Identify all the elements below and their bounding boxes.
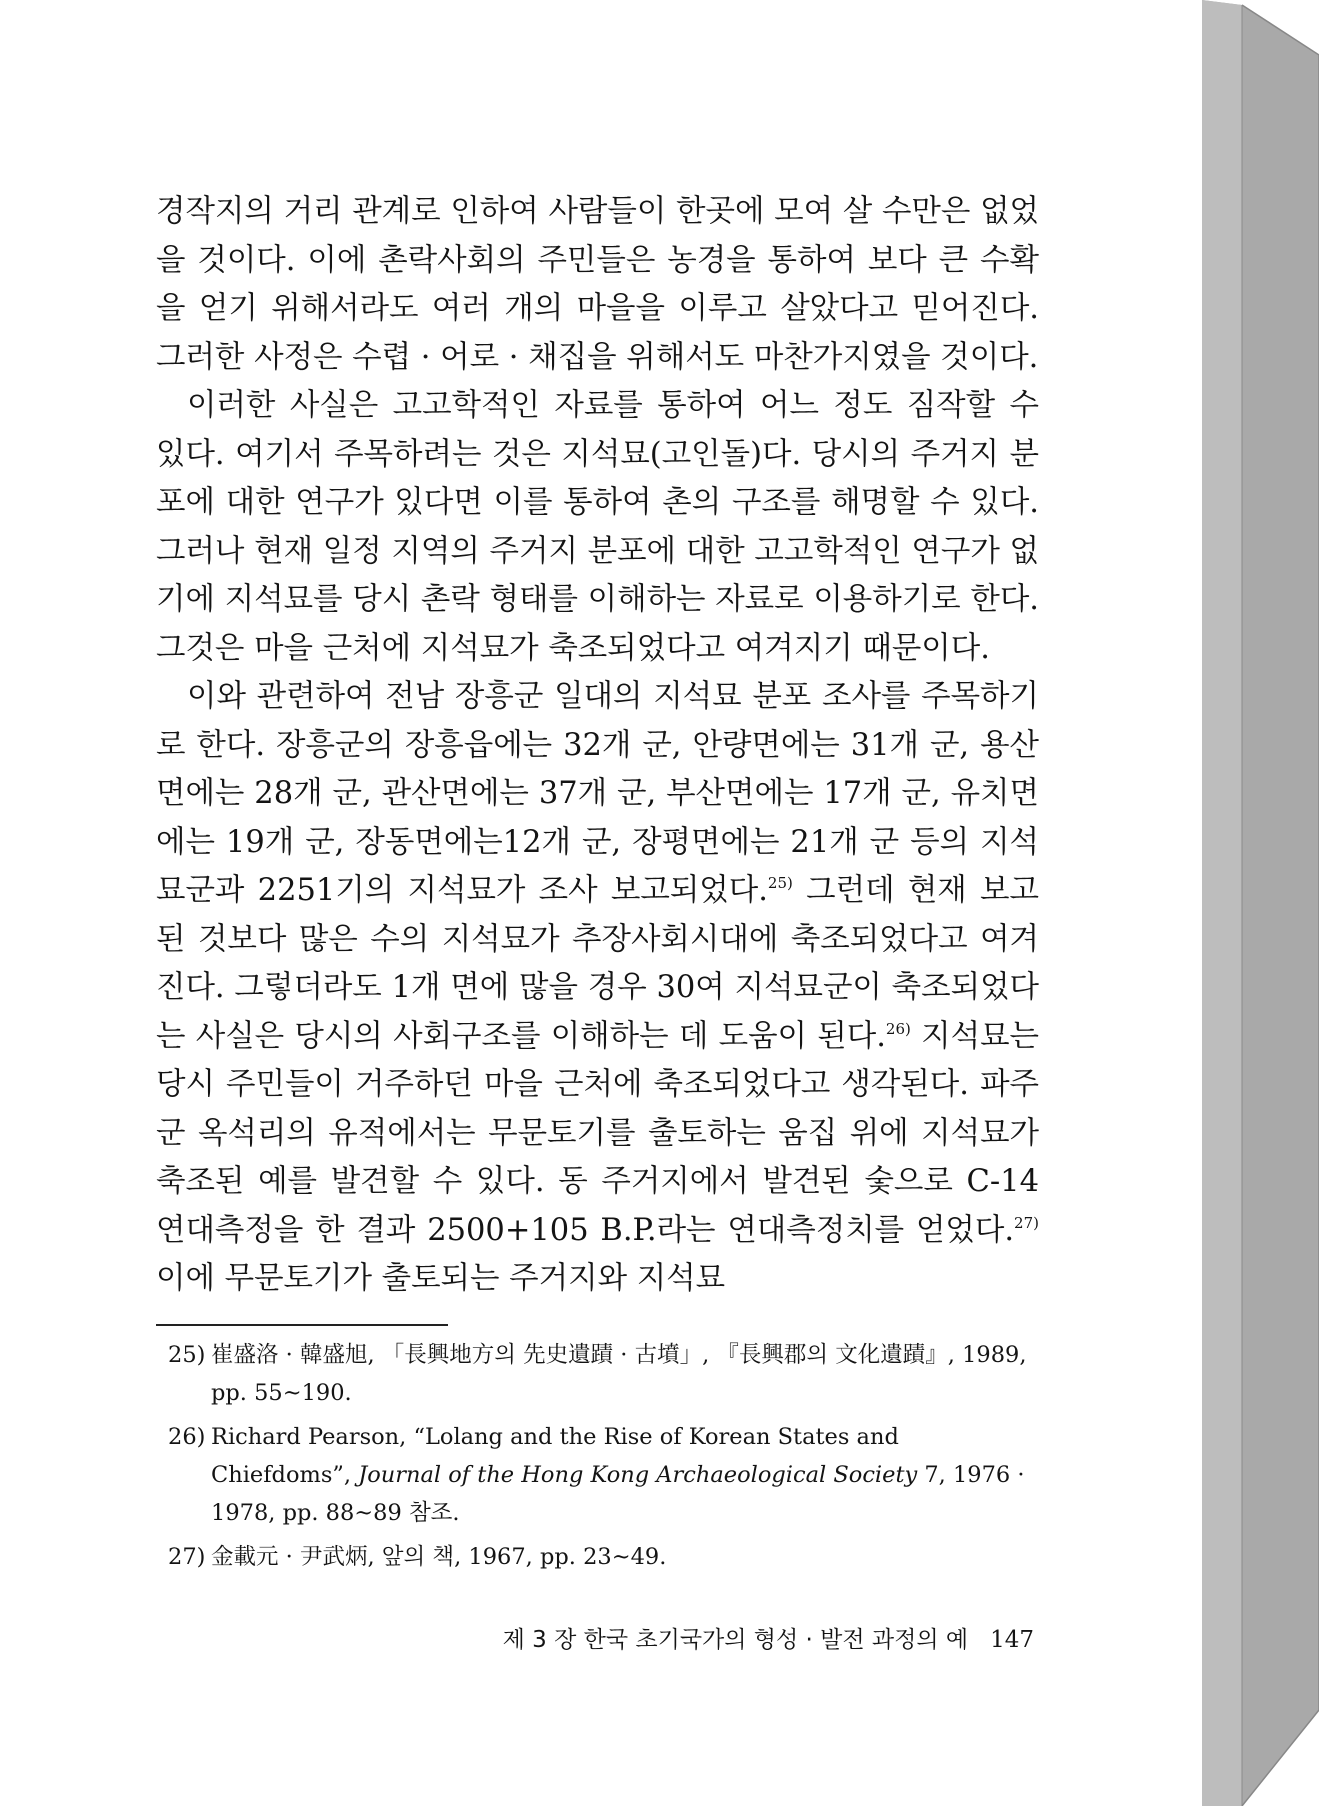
footnote-number: 26) xyxy=(168,1424,206,1450)
paragraph-3-text-a: 이와 관련하여 전남 장흥군 일대의 지석묘 분포 조사를 주목하기로 한다. 장흥군의 장흥읍에는 32개 군, 안량면에는 31개 군, 용산면에는 28개 군, 관산면에는 37개 군, 부산면에는 17개 군, 유치면에는 19개 군, 장동면에는12개 군, 장평면에는 21개 군 등의 지석묘군과 2251기의 지석묘가 조사 보고되었다. xyxy=(156,679,1039,908)
paragraph-1: 경작지의 거리 관계로 인하여 사람들이 한곳에 모여 살 수만은 없었을 것이다. 이에 촌락사회의 주민들은 농경을 통하여 보다 큰 수확을 얻기 위해서라도 여러 개의 마을을 이루고 살았다고 믿어진다. 그러한 사정은 수렵 · 어로 · 채집을 위해서도 마찬가지였을 것이다. xyxy=(156,194,1039,375)
footnote-25 xyxy=(168,1336,1038,1412)
footnote-journal-title: Journal of the Hong Kong Archaeological Society xyxy=(358,1462,918,1488)
footnote-ref-25: 25) xyxy=(767,874,793,892)
paragraph-3-text-c: 지석묘는 당시 주민들이 거주하던 마을 근처에 축조되었다고 생각된다. 파주군 옥석리의 유적에서는 무문토기를 출토하는 움집 위에 지석묘가 축조된 예를 발견할 수 있다. 동 주거지에서 발견된 숯으로 C-14 연대측정을 한 결과 2500+105 B.P.라는 연대측정치를 얻었다. xyxy=(156,1018,1039,1248)
book-edge-3d xyxy=(1202,0,1319,1806)
footnote-text: 金載元 · 尹武炳, 앞의 책, 1967, pp. 23~49. xyxy=(211,1544,667,1570)
paragraph-3-text-b: 그런데 현재 보고된 것보다 많은 수의 지석묘가 추장사회시대에 축조되었다고 여겨진다. 그렇더라도 1개 면에 많을 경우 30여 지석묘군이 축조되었다는 사실은 당시의 사회구조를 이해하는 데 도움이 된다. xyxy=(156,873,1039,1054)
footnote-ref-27: 27) xyxy=(1014,1213,1039,1232)
page-number: 147 xyxy=(990,1627,1034,1653)
paragraph-3 xyxy=(156,673,1039,1304)
paragraph-2: 이러한 사실은 고고학적인 자료를 통하여 어느 정도 짐작할 수 있다. 여기서 주목하려는 것은 지석묘(고인돌)다. 당시의 주거지 분포에 대한 연구가 있다면 이를 통하여 촌의 구조를 해명할 수 있다. 그러나 현재 일정 지역의 주거지 분포에 대한 고고학적인 연구가 없기에 지석묘를 당시 촌락 형태를 이해하는 자료로 이용하기로 한다. 그것은 마을 근처에 지석묘가 축조되었다고 여겨지기 때문이다. xyxy=(156,388,1039,666)
footnote-text: 7, 1976 · 1978, pp. 88~89 참조. xyxy=(211,1462,1025,1526)
footnotes xyxy=(168,1336,1038,1582)
footnote-number: 25) xyxy=(168,1342,206,1368)
footnote-text: Richard Pearson, “Lolang and the Rise of Korean States and Chiefdoms”, xyxy=(211,1424,899,1488)
running-footer xyxy=(0,1621,1034,1654)
footnote-26 xyxy=(168,1418,1038,1532)
footnote-27 xyxy=(168,1538,1038,1576)
main-text xyxy=(156,188,1039,1304)
footnote-text: 崔盛洛 · 韓盛旭, 「長興地方의 先史遺蹟 · 古墳」, 『長興郡의 文化遺蹟』, 1989, pp. 55~190. xyxy=(211,1342,1027,1406)
paragraph-3-text-d: 이에 무문토기가 출토되는 주거지와 지석묘 xyxy=(156,1261,726,1296)
running-title: 제 3 장 한국 초기국가의 형성 · 발전 과정의 예 xyxy=(502,1627,969,1653)
footnote-divider xyxy=(156,1324,448,1326)
footnote-ref-26: 26) xyxy=(885,1019,911,1038)
footnote-number: 27) xyxy=(168,1544,206,1570)
